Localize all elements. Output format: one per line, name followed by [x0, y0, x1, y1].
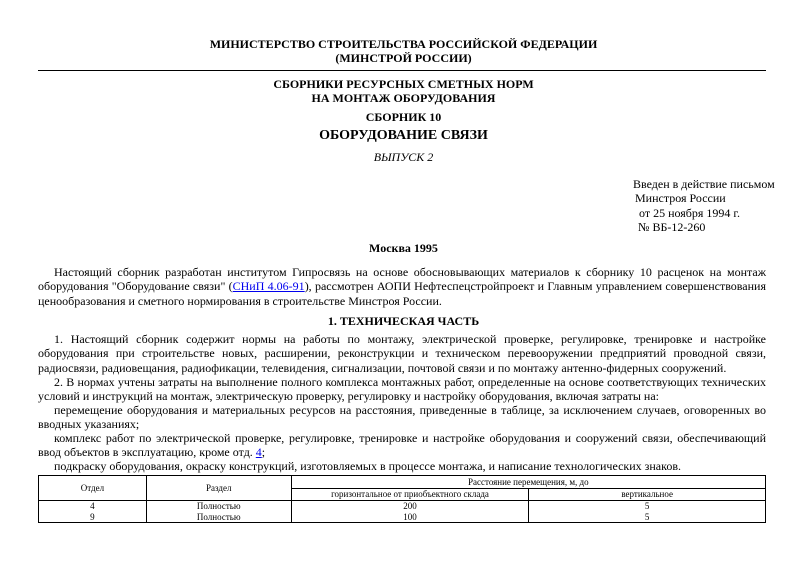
- paragraph-1: 1. Настоящий сборник содержит нормы на работы по монтажу, электрической проверке, регулировке, тренировке и настройке оборудования при строительстве новых, расширении, реконструкции и техническом перевооружении предприятий проводной связи, радиосвязи, радиовещания, радиофикации, телевидения, сигнализации, почтовой связи и по монтажу антенно-фидерных сооружений.: [38, 332, 766, 375]
- row-section: Полностью: [146, 501, 291, 512]
- collection-title-line1: СБОРНИКИ РЕСУРСНЫХ СМЕТНЫХ НОРМ: [273, 77, 534, 91]
- collection-title-line2: НА МОНТАЖ ОБОРУДОВАНИЯ: [311, 91, 496, 105]
- snip-link[interactable]: СНиП 4.06-91: [232, 279, 305, 294]
- header-distance: Расстояние перемещения, м, до: [291, 476, 765, 489]
- table-row: [39, 501, 766, 512]
- dept-4-link[interactable]: 4: [255, 445, 262, 460]
- header-horizontal: горизонтальное от приобъектного склада: [291, 488, 529, 501]
- header-section: Раздел: [146, 476, 291, 501]
- subject-title: ОБОРУДОВАНИЕ СВЯЗИ: [319, 128, 488, 143]
- row-vertical: 5: [529, 512, 766, 523]
- intro-text-start: Настоящий сборник разработан институтом Гипросвязь на основе обосновывающих материалов к сборнику 10 расценок на монтаж оборудования "Оборудование связи" (: [38, 265, 766, 294]
- paragraph-painting: подкраску оборудования, окраску конструкций, изготовляемых в процессе монтажа, и написание технологических знаков.: [54, 459, 682, 473]
- intro-paragraph: [38, 265, 766, 308]
- section-heading: 1. ТЕХНИЧЕСКАЯ ЧАСТЬ: [327, 314, 480, 328]
- enactment-line1: Введен в действие письмом: [633, 177, 775, 191]
- paragraph-2: 2. В нормах учтены затраты на выполнение полного комплекса монтажных работ, определенные на основе соответствующих технических условий и инструкций на монтаж, электрическую проверку, регулировку и настройку оборудования, включая затраты на:: [38, 375, 766, 404]
- enactment-date: от 25 ноября 1994 г.: [639, 205, 740, 220]
- testing-text: комплекс работ по электрической проверке, регулировке, тренировке и настройке оборудования и сооружений связи, обеспечивающий ввод объектов в эксплуатацию, кроме отд.: [38, 431, 766, 460]
- enactment-line2: Минстроя России: [635, 191, 726, 206]
- place-year: Москва 1995: [369, 241, 438, 255]
- enactment-note: [617, 177, 797, 235]
- header-vertical: вертикальное: [529, 488, 766, 501]
- intro-text-end: ), рассмотрен АОПИ Нефтеспецстройпроект и Главным управлением совершенствования ценообразования и сметного нормирования в строительстве Минстроя России.: [38, 279, 766, 308]
- row-horizontal: 100: [291, 512, 529, 523]
- issue-number: ВЫПУСК 2: [373, 150, 434, 164]
- ministry-abbrev: (МИНСТРОЙ РОССИИ): [335, 51, 472, 65]
- header-department: Отдел: [39, 476, 147, 501]
- paragraph-testing: [38, 431, 766, 460]
- distance-table: [38, 475, 766, 523]
- row-horizontal: 200: [291, 501, 529, 512]
- table-row: [39, 512, 766, 523]
- row-vertical: 5: [529, 501, 766, 512]
- enactment-number: № ВБ-12-260: [638, 220, 706, 235]
- testing-text-end: ;: [261, 445, 266, 460]
- row-department: 4: [39, 501, 147, 512]
- header-divider: [38, 70, 766, 71]
- row-section: Полностью: [146, 512, 291, 523]
- row-department: 9: [39, 512, 147, 523]
- paragraph-relocation: перемещение оборудования и материальных ресурсов на расстояния, приведенные в таблице, за исключением случаев, оговоренных во вводных указаниях;: [38, 403, 766, 432]
- ministry-name: МИНИСТЕРСТВО СТРОИТЕЛЬСТВА РОССИЙСКОЙ ФЕДЕРАЦИИ: [209, 37, 598, 51]
- volume-number: СБОРНИК 10: [365, 110, 442, 124]
